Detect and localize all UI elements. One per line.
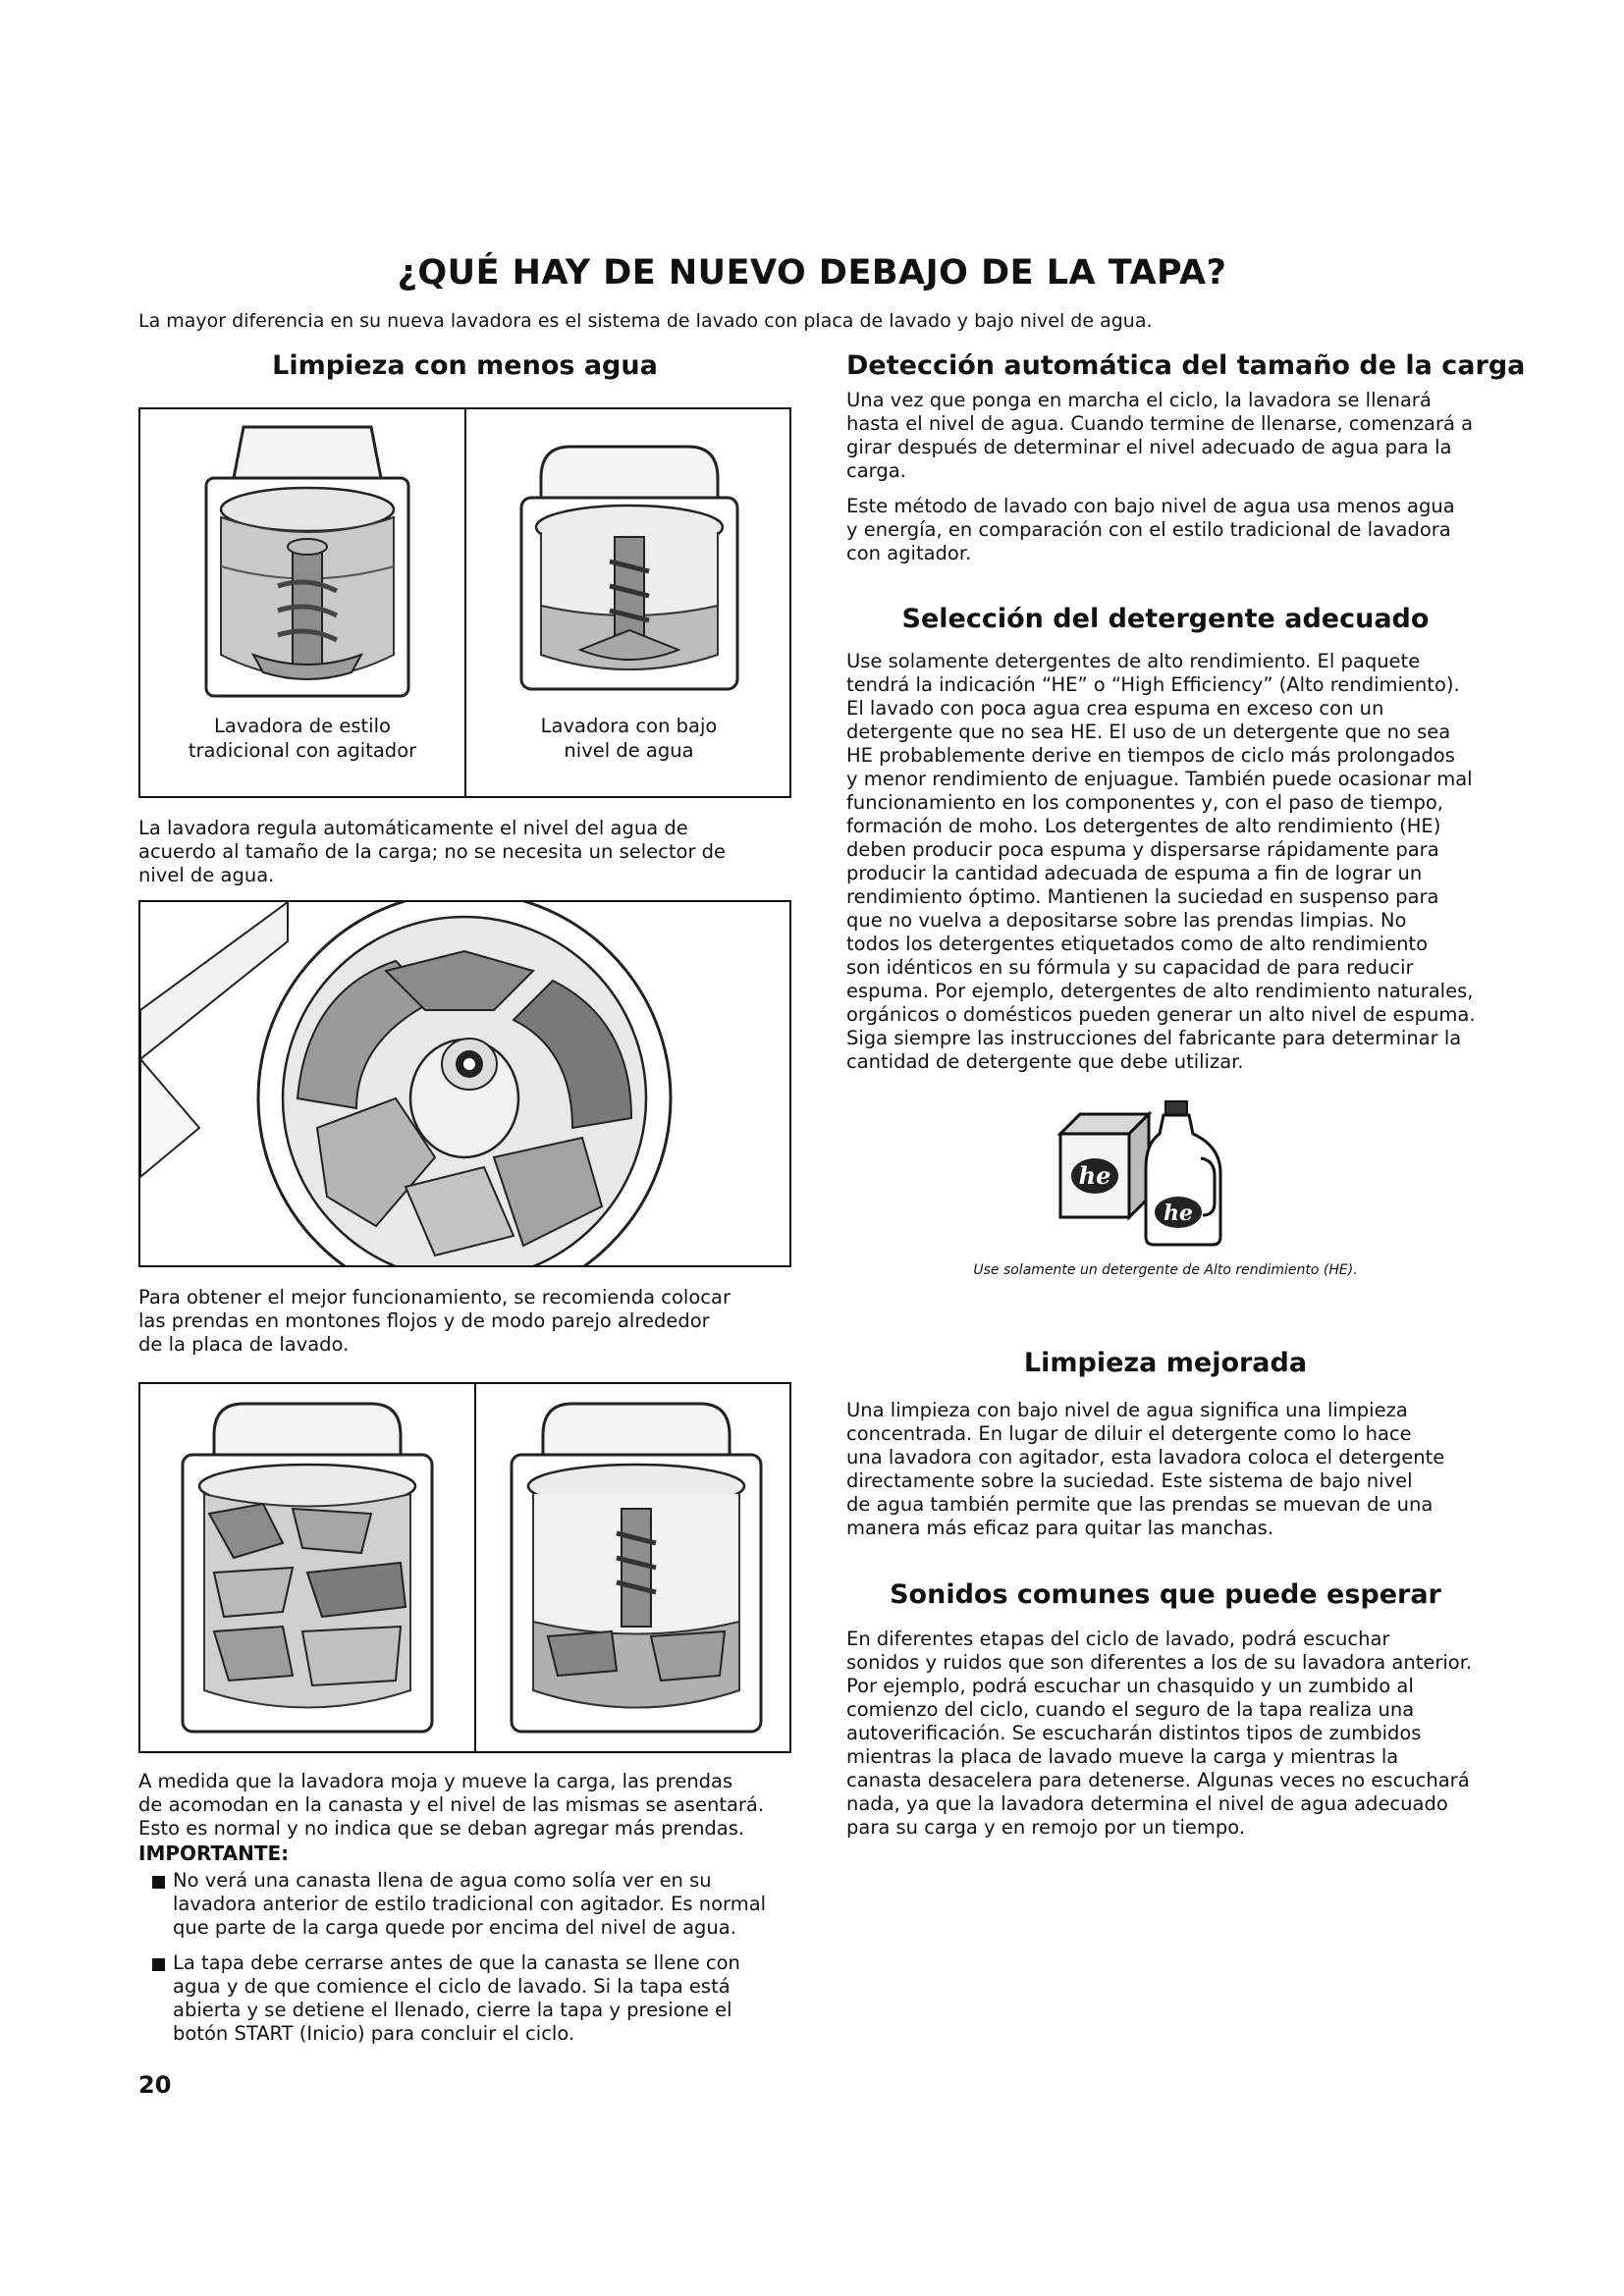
heading-common-sounds: Sonidos comunes que puede esperar bbox=[890, 1579, 1441, 1610]
figure-divider bbox=[474, 1384, 476, 1751]
paragraph-load-settling: A medida que la lavadora moja y mueve la carga, las prendas de acomodan en la canasta y el nivel de las mismas se asentará. Esto es normal y no indica que se deban agregar más prendas. bbox=[138, 1770, 765, 1840]
heading-limpieza-menos-agua: Limpieza con menos agua bbox=[272, 350, 658, 381]
caption-low-water-washer: Lavadora con bajo nivel de agua bbox=[540, 715, 718, 762]
paragraph-common-sounds: En diferentes etapas del ciclo de lavado, podrá escuchar sonidos y ruidos que son diferentes a los de su lavadora anterior. Por ejemplo, podrá escuchar un chasquido y un zumbido al comienzo del ciclo, cuando el seguro de la tapa realiza una autoverificación. Se escucharán distintos tipos de zumbidos mientras la placa de lavado mueve la carga y mientras la canasta desacelera para detenerse. Algunas veces no escuchará nada, ya que la lavadora determina el nivel de agua adecuado para su carga y en remojo por un tiempo. bbox=[846, 1628, 1473, 1839]
paragraph-load-size-1: Una vez que ponga en marcha el ciclo, la lavadora se llenará hasta el nivel de agua. Cuando termine de llenarse, comenzará a girar después de determinar el nivel adecuado de agua para la carga. bbox=[846, 389, 1474, 482]
important-bullet-2: La tapa debe cerrarse antes de que la canasta se llene con agua y de que comience el ciclo de lavado. Si la tapa está abierta y se detiene el llenado, cierre la tapa y presione el botón START (Inicio) para concluir el ciclo. bbox=[173, 1951, 740, 2046]
agitator-washer-illustration bbox=[194, 419, 420, 704]
loaded-basket-illustration bbox=[140, 902, 789, 1265]
important-label: IMPORTANTE: bbox=[138, 1842, 290, 1865]
heading-improved-cleaning: Limpieza mejorada bbox=[1023, 1348, 1308, 1378]
page-title: ¿QUÉ HAY DE NUEVO DEBAJO DE LA TAPA? bbox=[397, 253, 1227, 293]
paragraph-load-placement: Para obtener el mejor funcionamiento, se recomienda colocar las prendas en montones flojos y de modo parejo alrededor de la placa de lavado. bbox=[138, 1286, 731, 1356]
paragraph-load-size-2: Este método de lavado con bajo nivel de agua usa menos agua y energía, en comparación con el estilo tradicional de lavadora con agitador. bbox=[846, 495, 1455, 564]
heading-load-size-detection: Detección automática del tamaño de la carga bbox=[846, 350, 1526, 381]
paragraph-auto-water-level: La lavadora regula automáticamente el nivel del agua de acuerdo al tamaño de la carga; no se necesita un selector de nivel de agua. bbox=[138, 817, 727, 886]
low-water-washer-illustration bbox=[512, 439, 747, 694]
intro-text: La mayor diferencia en su nueva lavadora es el sistema de lavado con placa de lavado y bajo nivel de agua. bbox=[138, 310, 1153, 332]
figure-washer-comparison bbox=[138, 407, 791, 798]
figure-loaded-basket bbox=[138, 900, 791, 1267]
detergent-caption: Use solamente un detergente de Alto rendimiento (HE). bbox=[973, 1262, 1358, 1278]
caption-traditional-washer: Lavadora de estilo tradicional con agitador bbox=[188, 715, 417, 762]
he-logo-box: he bbox=[1078, 1161, 1111, 1190]
page-number: 20 bbox=[138, 2071, 172, 2099]
paragraph-improved-cleaning: Una limpieza con bajo nivel de agua significa una limpieza concentrada. En lugar de diluir el detergente como lo hace una lavadora con agitador, esta lavadora coloca el detergente directamente sobre la suciedad. Este sistema de bajo nivel de agua también permite que las prendas se muevan de una manera más eficaz para quitar las manchas. bbox=[846, 1399, 1445, 1539]
paragraph-detergent: Use solamente detergentes de alto rendimiento. El paquete tendrá la indicación “HE” o “High Efficiency” (Alto rendimiento). El lavado con poca agua crea espuma en exceso con un detergente que no sea HE. El uso de un detergente que no sea HE probablemente derive en tiempos de ciclo más prolongados y menor rendimiento de enjuague. También puede ocasionar mal funcionamiento en los componentes y, con el paso de tiempo, formación de moho. Los detergentes de alto rendimiento (HE) deben producir poca espuma y dispersarse rápidamente para producir la cantidad adecuada de espuma a fin de lograr un rendimiento óptimo. Mantienen la suciedad en suspenso para que no vuelva a depositarse sobre las prendas limpias. No todos los detergentes etiquetados como de alto rendimiento son idénticos en su fórmula y su capacidad de para reducir espuma. Por ejemplo, detergentes de alto rendimiento naturales, orgánicos o domésticos pueden generar un alto nivel de espuma. Siga siempre las instrucciones del fabricante para determinar la cantidad de detergente que debe utilizar. bbox=[846, 650, 1476, 1073]
settled-load-washer-illustration bbox=[504, 1396, 769, 1739]
he-detergent-illustration bbox=[1056, 1099, 1242, 1247]
he-logo-bottle: he bbox=[1164, 1201, 1193, 1226]
figure-load-settling bbox=[138, 1382, 791, 1753]
heading-detergent-selection: Selección del detergente adecuado bbox=[901, 604, 1430, 634]
full-load-washer-illustration bbox=[175, 1396, 440, 1739]
bullet-square-icon bbox=[152, 1876, 165, 1889]
bullet-square-icon bbox=[152, 1958, 165, 1971]
important-bullet-1: No verá una canasta llena de agua como solía ver en su lavadora anterior de estilo tradicional con agitador. Es normal que parte de la carga quede por encima del nivel de agua. bbox=[173, 1869, 766, 1940]
